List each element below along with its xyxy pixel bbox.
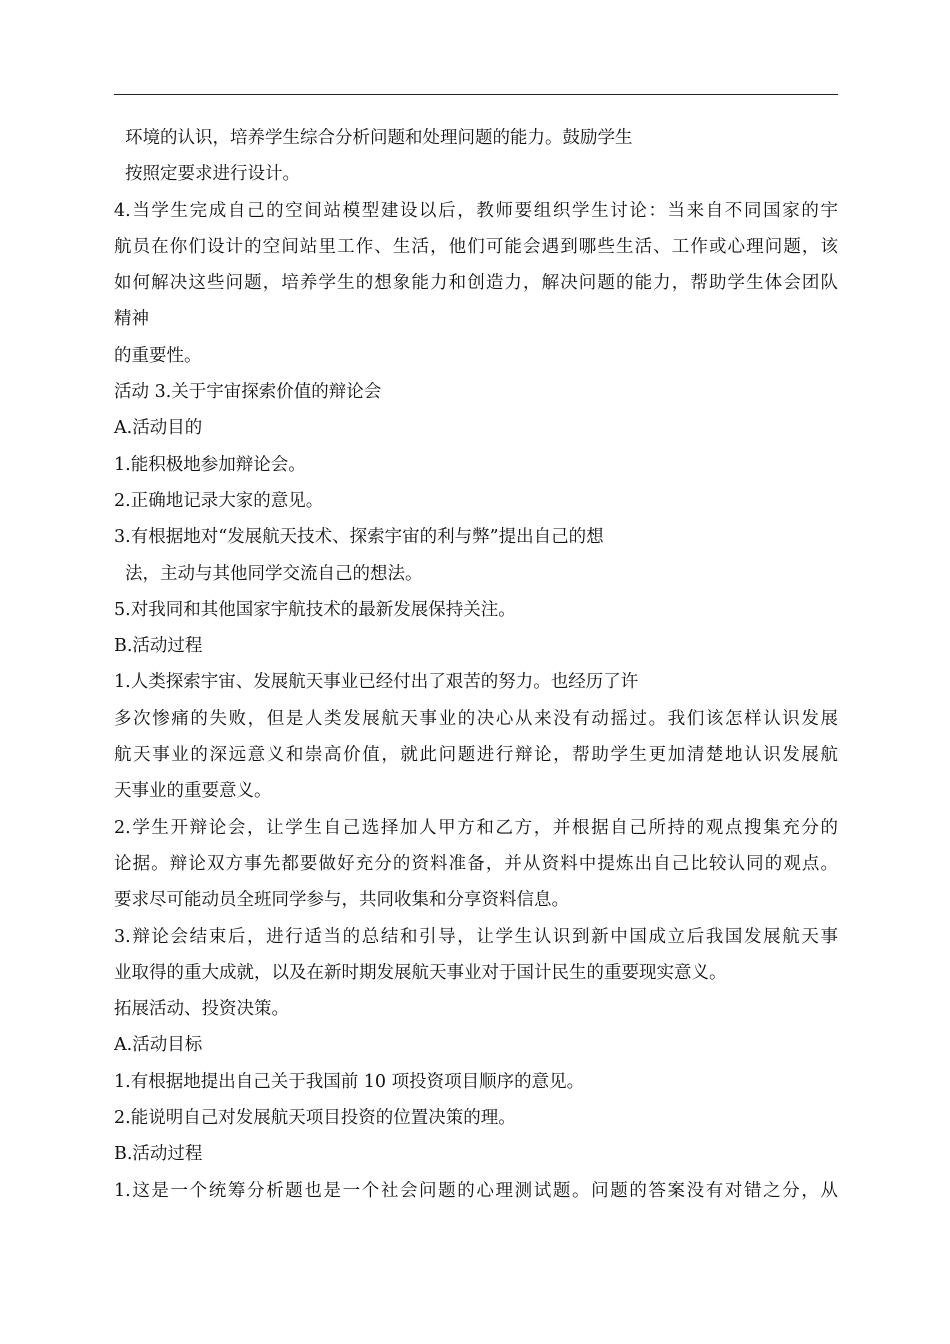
text-line: A.活动目的	[114, 418, 203, 439]
text-line: 1.能积极地参加辩论会。	[114, 454, 306, 475]
text-line: 按照定要求进行设计。	[125, 164, 300, 185]
text-line: 天事业的重要意义。	[114, 781, 272, 802]
text-line: 拓展活动、投资决策。	[114, 999, 289, 1020]
text-line: 2.学生开辩论会，让学生自己选择加人甲方和乙方，并根据自己所持的观点搜集充分的	[114, 817, 838, 838]
text-line: 如何解决这些问题，培养学生的想象能力和创造力，解决问题的能力，帮助学生体会团队	[114, 273, 838, 294]
text-line: A.活动目标	[114, 1035, 203, 1056]
text-line: 航员在你们设计的空间站里工作、生活，他们可能会遇到哪些生活、工作或心理问题，该	[114, 236, 838, 257]
text-line: B.活动过程	[114, 1144, 203, 1165]
text-line: 航天事业的深远意义和崇高价值，就此问题进行辩论，帮助学生更加清楚地认识发展航	[114, 745, 838, 766]
text-line: 1.人类探索宇宙、发展航天事业已经付出了艰苦的努力。也经历了许	[114, 672, 639, 693]
header-rule	[114, 94, 838, 95]
text-line: 3.辩论会结束后，进行适当的总结和引导，让学生认识到新中国成立后我国发展航天事	[114, 926, 838, 947]
text-line: 5.对我同和其他国家宇航技术的最新发展保持关注。	[114, 599, 516, 620]
text-line: 4.当学生完成自己的空间站模型建设以后，教师要组织学生讨论：当来自不同国家的宇	[114, 200, 838, 221]
document-body	[114, 120, 838, 1209]
text-line: 3.有根据地对“发展航天技术、探索宇宙的利与弊”提出自己的想	[114, 527, 604, 548]
text-line: 多次惨痛的失败，但是人类发展航天事业的决心从来没有动摇过。我们该怎样认识发展	[114, 708, 838, 729]
text-line: 1.有根据地提出自己关于我国前 10 项投资项目顺序的意见。	[114, 1071, 585, 1092]
text-line: 1.这是一个统筹分析题也是一个社会问题的心理测试题。问题的答案没有对错之分，从	[114, 1180, 838, 1201]
text-line: 2.正确地记录大家的意见。	[114, 490, 324, 511]
text-line: 论据。辩论双方事先都要做好充分的资料准备，并从资料中提炼出自己比较认同的观点。	[114, 853, 838, 874]
text-line: B.活动过程	[114, 636, 203, 657]
text-line: 要求尽可能动员全班同学参与，共同收集和分享资料信息。	[114, 890, 569, 911]
text-line: 法，主动与其他同学交流自己的想法。	[125, 563, 423, 584]
text-line: 活动 3.关于宇宙探索价值的辩论会	[114, 382, 382, 403]
text-line: 环境的认识，培养学生综合分析问题和处理问题的能力。鼓励学生	[125, 128, 633, 148]
text-line: 的重要性。	[114, 345, 202, 366]
text-line: 2.能说明自己对发展航天项目投资的位置决策的理。	[114, 1108, 516, 1129]
text-line: 业取得的重大成就，以及在新时期发展航天事业对于国计民生的重要现实意义。	[114, 962, 727, 983]
text-line: 精神	[114, 309, 149, 330]
